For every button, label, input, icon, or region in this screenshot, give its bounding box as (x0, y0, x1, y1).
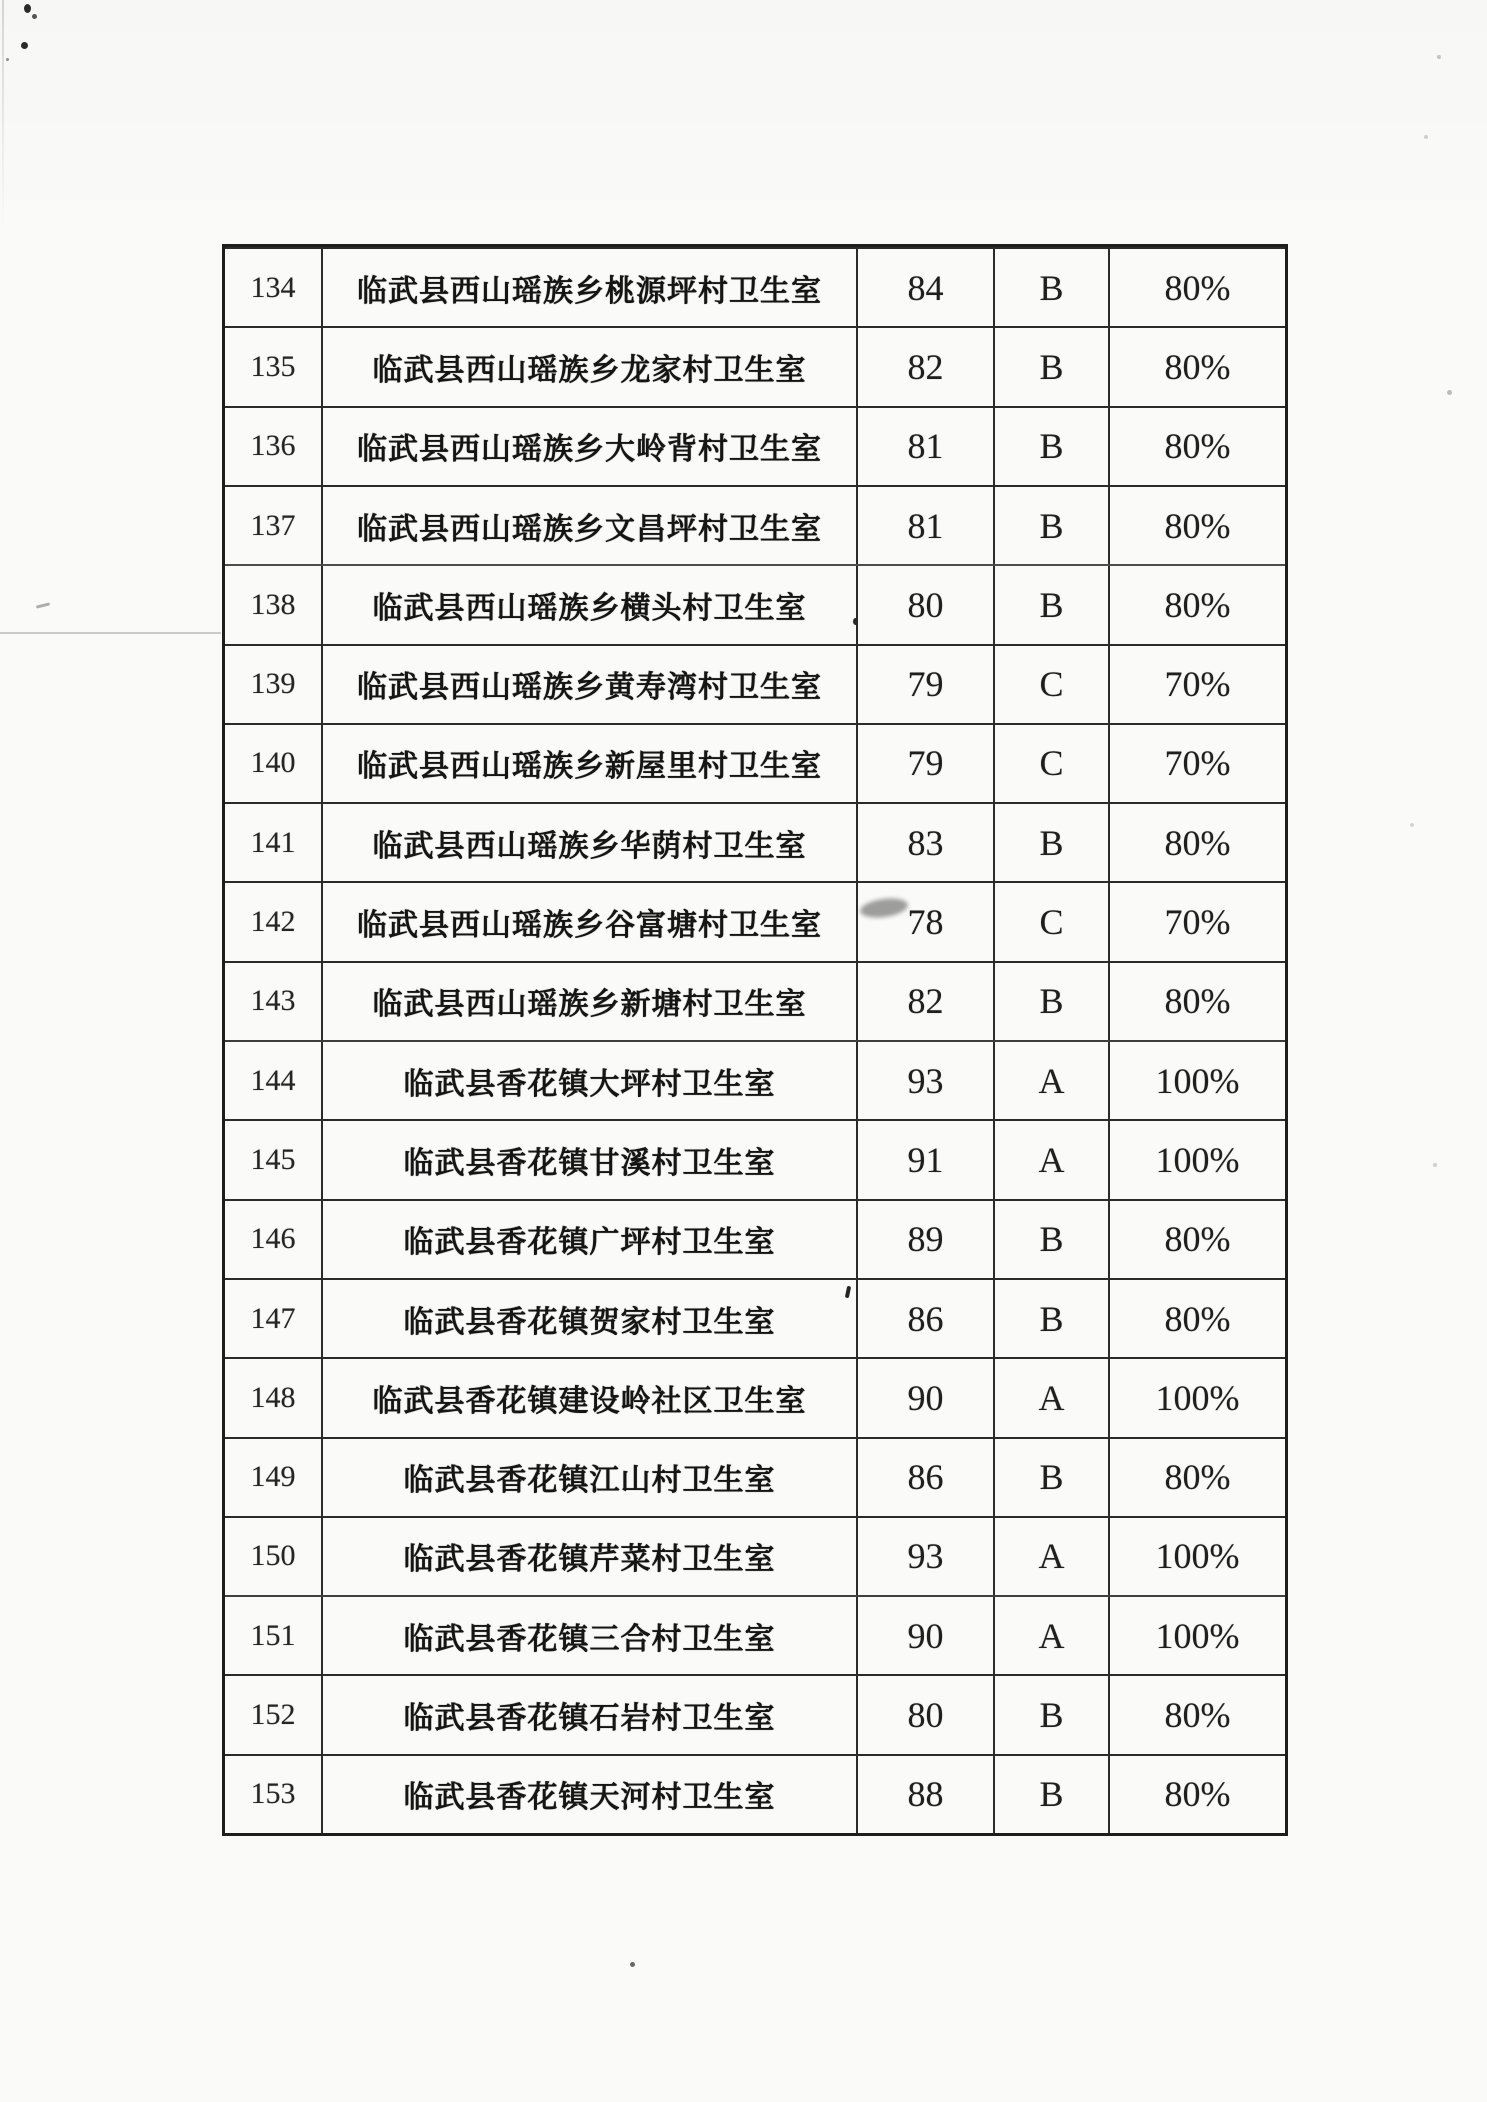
table-row (225, 961, 1285, 1040)
table-row (225, 247, 1285, 326)
table-row (225, 564, 1285, 643)
row-number-cell: 134 (250, 270, 296, 304)
table-row (225, 881, 1285, 960)
row-number-cell: 140 (250, 746, 296, 780)
clinic-name-cell: 临武县西山瑶族乡谷富塘村卫生室 (321, 883, 856, 960)
row-number-cell: 139 (250, 667, 296, 701)
score-cell: 80 (856, 1676, 993, 1753)
row-number-cell: 137 (250, 508, 296, 542)
scan-speck (32, 14, 37, 19)
grade-cell: A (993, 1518, 1108, 1595)
percent-cell: 80% (1108, 566, 1285, 643)
clinic-name-cell: 临武县香花镇广坪村卫生室 (321, 1201, 856, 1278)
clinic-name-cell: 临武县西山瑶族乡桃源坪村卫生室 (321, 249, 856, 326)
scan-speck (1433, 1163, 1437, 1167)
grade-cell: B (993, 1280, 1108, 1357)
percent-cell: 70% (1108, 883, 1285, 960)
grade-cell: B (993, 1201, 1108, 1278)
grade-cell: B (993, 963, 1108, 1040)
clinic-name-cell: 临武县西山瑶族乡横头村卫生室 (321, 566, 856, 643)
table-row (225, 1595, 1285, 1674)
clinic-name-cell: 临武县香花镇三合村卫生室 (321, 1597, 856, 1674)
clinic-name-cell: 临武县香花镇芹菜村卫生室 (321, 1518, 856, 1595)
row-number-cell: 148 (250, 1380, 296, 1414)
row-number-cell: 150 (250, 1539, 296, 1573)
table-row (225, 1674, 1285, 1753)
row-number-cell: 141 (250, 825, 296, 859)
percent-cell: 80% (1108, 1676, 1285, 1753)
row-number-cell: 144 (250, 1063, 296, 1097)
score-cell: 91 (856, 1121, 993, 1198)
score-cell: 81 (856, 487, 993, 564)
table-row (225, 723, 1285, 802)
row-number-cell: 136 (250, 429, 296, 463)
clinic-assessment-table (222, 244, 1288, 1836)
row-number-cell: 152 (250, 1698, 296, 1732)
percent-cell: 80% (1108, 1280, 1285, 1357)
score-cell: 86 (856, 1439, 993, 1516)
clinic-name-cell: 临武县香花镇大坪村卫生室 (321, 1042, 856, 1119)
percent-cell: 100% (1108, 1359, 1285, 1436)
clinic-name-cell: 临武县西山瑶族乡大岭背村卫生室 (321, 408, 856, 485)
row-number-cell: 135 (250, 349, 296, 383)
grade-cell: B (993, 328, 1108, 405)
scan-speck (1447, 390, 1452, 395)
table-row (225, 485, 1285, 564)
clinic-name-cell: 临武县西山瑶族乡文昌坪村卫生室 (321, 487, 856, 564)
table-row (225, 1437, 1285, 1516)
grade-cell: B (993, 408, 1108, 485)
grade-cell: B (993, 249, 1108, 326)
table-row (225, 1199, 1285, 1278)
table-row (225, 1357, 1285, 1436)
scan-squiggle (36, 602, 50, 608)
grade-cell: B (993, 566, 1108, 643)
row-number-cell: 138 (250, 587, 296, 621)
percent-cell: 80% (1108, 963, 1285, 1040)
row-number-cell: 143 (250, 984, 296, 1018)
grade-cell: A (993, 1042, 1108, 1119)
percent-cell: 80% (1108, 328, 1285, 405)
percent-cell: 80% (1108, 487, 1285, 564)
percent-cell: 70% (1108, 725, 1285, 802)
percent-cell: 100% (1108, 1042, 1285, 1119)
scan-speck (24, 4, 31, 13)
table-row (225, 802, 1285, 881)
clinic-name-cell: 临武县香花镇江山村卫生室 (321, 1439, 856, 1516)
grade-cell: B (993, 487, 1108, 564)
table-row (225, 406, 1285, 485)
percent-cell: 100% (1108, 1121, 1285, 1198)
row-number-cell: 153 (250, 1777, 296, 1811)
table-row (225, 326, 1285, 405)
score-cell: 78 (856, 883, 993, 960)
clinic-name-cell: 临武县西山瑶族乡华荫村卫生室 (321, 804, 856, 881)
clinic-name-cell: 临武县香花镇甘溪村卫生室 (321, 1121, 856, 1198)
grade-cell: C (993, 883, 1108, 960)
scan-speck (21, 42, 28, 49)
score-cell: 82 (856, 963, 993, 1040)
percent-cell: 80% (1108, 1201, 1285, 1278)
grade-cell: B (993, 1439, 1108, 1516)
score-cell: 90 (856, 1597, 993, 1674)
scan-speck (1424, 135, 1428, 139)
clinic-name-cell: 临武县香花镇建设岭社区卫生室 (321, 1359, 856, 1436)
clinic-name-cell: 临武县香花镇贺家村卫生室 (321, 1280, 856, 1357)
grade-cell: C (993, 646, 1108, 723)
percent-cell: 80% (1108, 1756, 1285, 1833)
score-cell: 79 (856, 725, 993, 802)
percent-cell: 80% (1108, 408, 1285, 485)
scan-line (0, 632, 221, 634)
clinic-name-cell: 临武县西山瑶族乡新塘村卫生室 (321, 963, 856, 1040)
clinic-name-cell: 临武县西山瑶族乡新屋里村卫生室 (321, 725, 856, 802)
percent-cell: 70% (1108, 646, 1285, 723)
row-number-cell: 142 (250, 905, 296, 939)
grade-cell: B (993, 1756, 1108, 1833)
score-cell: 89 (856, 1201, 993, 1278)
grade-cell: B (993, 804, 1108, 881)
percent-cell: 100% (1108, 1597, 1285, 1674)
clinic-name-cell: 临武县香花镇石岩村卫生室 (321, 1676, 856, 1753)
scan-speck (1437, 55, 1441, 59)
grade-cell: B (993, 1676, 1108, 1753)
grade-cell: C (993, 725, 1108, 802)
score-cell: 93 (856, 1518, 993, 1595)
score-cell: 83 (856, 804, 993, 881)
score-cell: 79 (856, 646, 993, 723)
row-number-cell: 145 (250, 1142, 296, 1176)
table-row (225, 644, 1285, 723)
row-number-cell: 149 (250, 1460, 296, 1494)
score-cell: 88 (856, 1756, 993, 1833)
scan-speck (630, 1962, 635, 1967)
percent-cell: 80% (1108, 804, 1285, 881)
score-cell: 82 (856, 328, 993, 405)
grade-cell: A (993, 1359, 1108, 1436)
score-cell: 80 (856, 566, 993, 643)
table-row (225, 1278, 1285, 1357)
clinic-name-cell: 临武县香花镇天河村卫生室 (321, 1756, 856, 1833)
clinic-name-cell: 临武县西山瑶族乡龙家村卫生室 (321, 328, 856, 405)
clinic-name-cell: 临武县西山瑶族乡黄寿湾村卫生室 (321, 646, 856, 723)
table-row (225, 1040, 1285, 1119)
scan-speck (6, 58, 9, 61)
score-cell: 93 (856, 1042, 993, 1119)
table-row (225, 1119, 1285, 1198)
percent-cell: 80% (1108, 1439, 1285, 1516)
grade-cell: A (993, 1121, 1108, 1198)
score-cell: 86 (856, 1280, 993, 1357)
percent-cell: 100% (1108, 1518, 1285, 1595)
row-number-cell: 147 (250, 1301, 296, 1335)
paper-edge-shadow (2, 0, 4, 230)
score-cell: 90 (856, 1359, 993, 1436)
table-row (225, 1516, 1285, 1595)
score-cell: 81 (856, 408, 993, 485)
row-number-cell: 146 (250, 1222, 296, 1256)
percent-cell: 80% (1108, 249, 1285, 326)
scan-speck (1410, 823, 1414, 827)
grade-cell: A (993, 1597, 1108, 1674)
score-cell: 84 (856, 249, 993, 326)
row-number-cell: 151 (250, 1618, 296, 1652)
table-row (225, 1754, 1285, 1833)
